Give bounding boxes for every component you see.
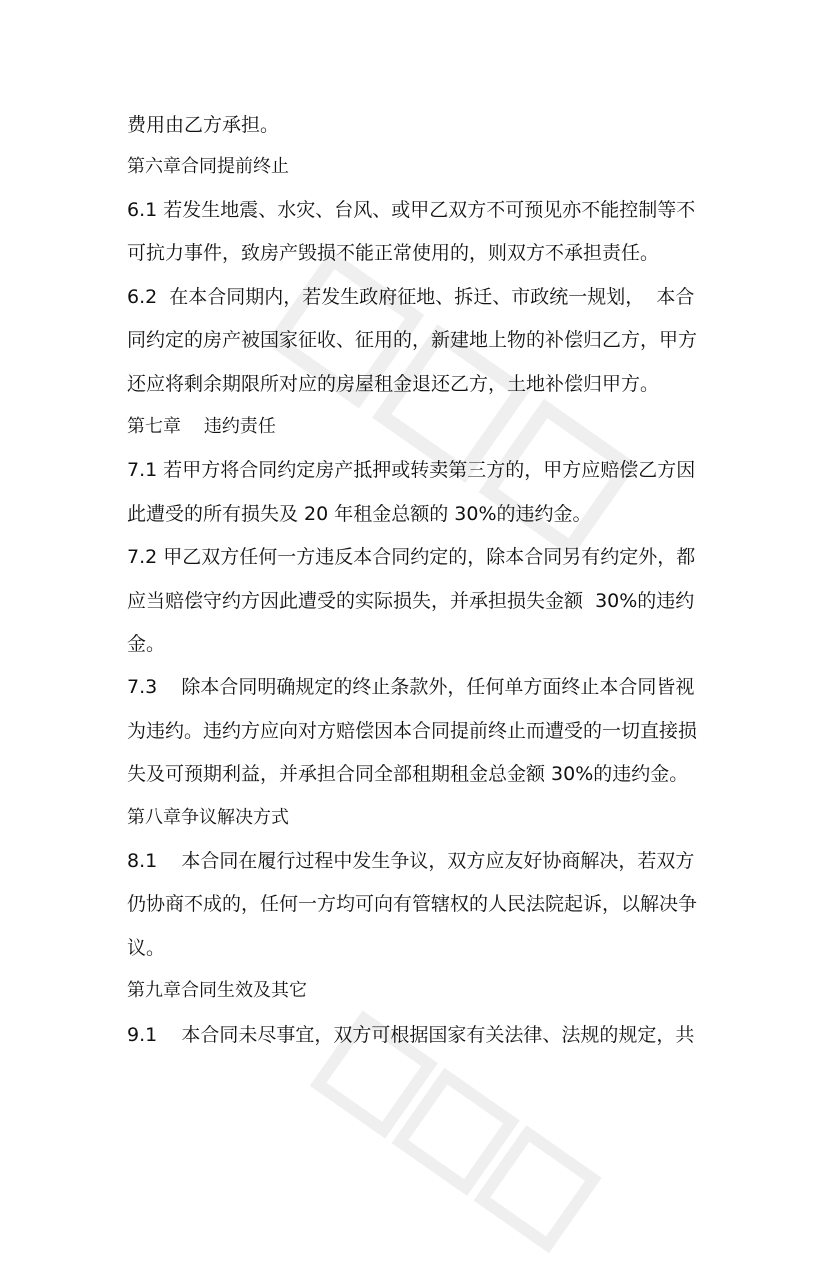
paragraph-line: 可抗力事件，致房产毁损不能正常使用的，则双方不承担责任。 [127, 242, 660, 264]
chapter-heading: 第八章争议解决方式 [127, 807, 289, 828]
chapter-heading: 第六章合同提前终止 [127, 156, 289, 177]
paragraph-line: 7.1 若甲方将合同约定房产抵押或转卖第三方的，甲方应赔偿乙方因 [127, 459, 696, 481]
paragraph-line: 7.2 甲乙双方任何一方违反本合同约定的，除本合同另有约定外，都 [127, 546, 696, 568]
paragraph-line: 7.3 除本合同明确规定的终止条款外，任何单方面终止本合同皆视 [127, 676, 695, 698]
paragraph-line: 议。 [127, 937, 166, 959]
paragraph-line: 9.1 本合同未尽事宜，双方可根据国家有关法律、法规的规定，共 [127, 1024, 695, 1046]
paragraph-line: 此遭受的所有损失及 20 年租金总额的 30%的违约金。 [127, 503, 592, 525]
paragraph-line: 为违约。违约方应向对方赔偿因本合同提前终止而遭受的一切直接损 [127, 720, 698, 742]
chapter-heading: 第七章 违约责任 [127, 416, 276, 437]
paragraph-line: 费用由乙方承担。 [127, 114, 280, 136]
paragraph-line: 同约定的房产被国家征收、征用的，新建地上物的补偿归乙方，甲方 [127, 329, 698, 351]
paragraph-line: 6.2 在本合同期内，若发生政府征地、拆迁、市政统一规划， 本合 [127, 286, 695, 308]
paragraph-line: 6.1 若发生地震、水灾、台风、或甲乙双方不可预见亦不能控制等不 [127, 199, 696, 221]
paragraph-line: 8.1 本合同在履行过程中发生争议，双方应友好协商解决，若双方 [127, 850, 695, 872]
paragraph-line: 仍协商不成的，任何一方均可向有管辖权的人民法院起诉，以解决争 [127, 893, 698, 915]
paragraph-line: 应当赔偿守约方因此遭受的实际损失，并承担损失金额 30%的违约 [127, 590, 695, 612]
chapter-heading: 第九章合同生效及其它 [127, 980, 307, 1001]
paragraph-line: 金。 [127, 633, 166, 655]
paragraph-line: 失及可预期利益，并承担合同全部租期租金总金额 30%的违约金。 [127, 763, 689, 785]
paragraph-line: 还应将剩余期限所对应的房屋租金退还乙方，土地补偿归甲方。 [127, 373, 660, 395]
